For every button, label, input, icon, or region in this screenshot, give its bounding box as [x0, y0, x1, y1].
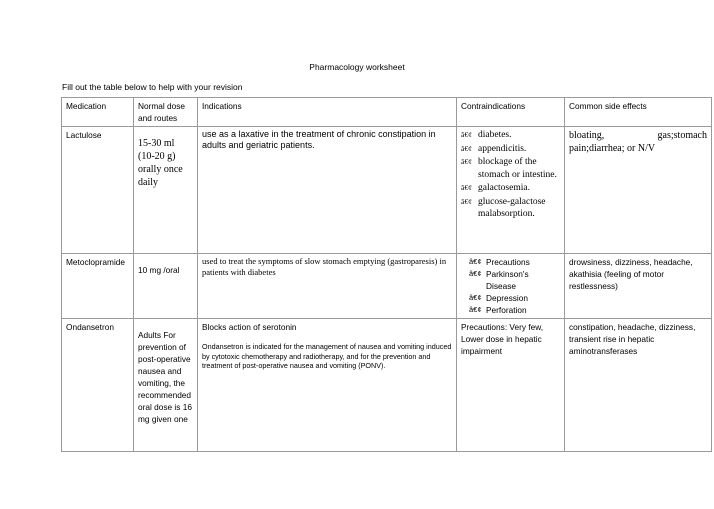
indications-cell: [198, 319, 457, 452]
header-side-effects: Common side effects: [565, 98, 712, 127]
table-row: [62, 319, 712, 452]
instruction-text: Fill out the table below to help with your revision: [62, 82, 243, 92]
indications-detail: Ondansetron is indicated for the management of nausea and vomiting induced by cytotoxic chemotherapy and radiotherapy, and for the prevention and treatment of post-operative nausea and vomiting (PONV).: [202, 342, 452, 370]
list-item: â€¢ blockage of the stomach or intestine.: [461, 157, 557, 180]
header-medication: Medication: [62, 98, 134, 127]
contraindication-list: [469, 256, 560, 316]
header-contraindications: Contraindications: [457, 98, 565, 127]
list-item: â€¢ Parkinson's Disease: [469, 269, 529, 291]
list-item: â€¢ galactosemia.: [461, 183, 530, 193]
medication-cell: Lactulose: [62, 127, 134, 254]
indications-cell: used to treat the symptoms of slow stomach emptying (gastroparesis) in patients with diabetes: [198, 254, 457, 319]
header-indications: Indications: [198, 98, 457, 127]
dose-cell: 15-30 ml (10-20 g) orally once daily: [134, 127, 198, 254]
table-row: [62, 127, 712, 254]
side-effects-cell: bloating, gas;stomach pain;diarrhea; or N/V: [565, 127, 712, 254]
table-row: [62, 254, 712, 319]
dose-cell: 10 mg /oral: [134, 254, 198, 319]
list-item: â€¢ diabetes.: [461, 130, 512, 140]
medication-cell: Ondansetron: [62, 319, 134, 452]
medication-cell: Metoclopramide: [62, 254, 134, 319]
list-item: â€¢ Depression: [469, 293, 528, 303]
indications-short: Blocks action of serotonin: [202, 322, 297, 332]
contraindication-list: [461, 129, 560, 221]
page-title: Pharmacology worksheet: [309, 62, 405, 72]
header-row: [62, 98, 712, 127]
list-item: â€¢ Perforation: [469, 305, 527, 315]
side-effects-cell: drowsiness, dizziness, headache, akathisia (feeling of motor restlessness): [565, 254, 712, 319]
side-effects-cell: constipation, headache, dizziness, transient rise in hepatic aminotransferases: [565, 319, 712, 452]
worksheet-table: [61, 97, 712, 452]
indications-cell: use as a laxative in the treatment of chronic constipation in adults and geriatric patients.: [198, 127, 457, 254]
contraindications-cell: [457, 254, 565, 319]
list-item: â€¢ appendicitis.: [461, 143, 527, 154]
contraindications-cell: [457, 127, 565, 254]
dose-cell: Adults For prevention of post-operative nausea and vomiting, the recommended oral dose is 16 mg given one: [134, 319, 198, 452]
contraindications-cell: Precautions: Very few, Lower dose in hepatic impairment: [457, 319, 565, 452]
list-item: â€¢ glucose-galactose malabsorption.: [461, 196, 546, 219]
header-dose: Normal dose and routes: [134, 98, 198, 127]
list-item: â€¢ Precautions: [469, 257, 530, 267]
